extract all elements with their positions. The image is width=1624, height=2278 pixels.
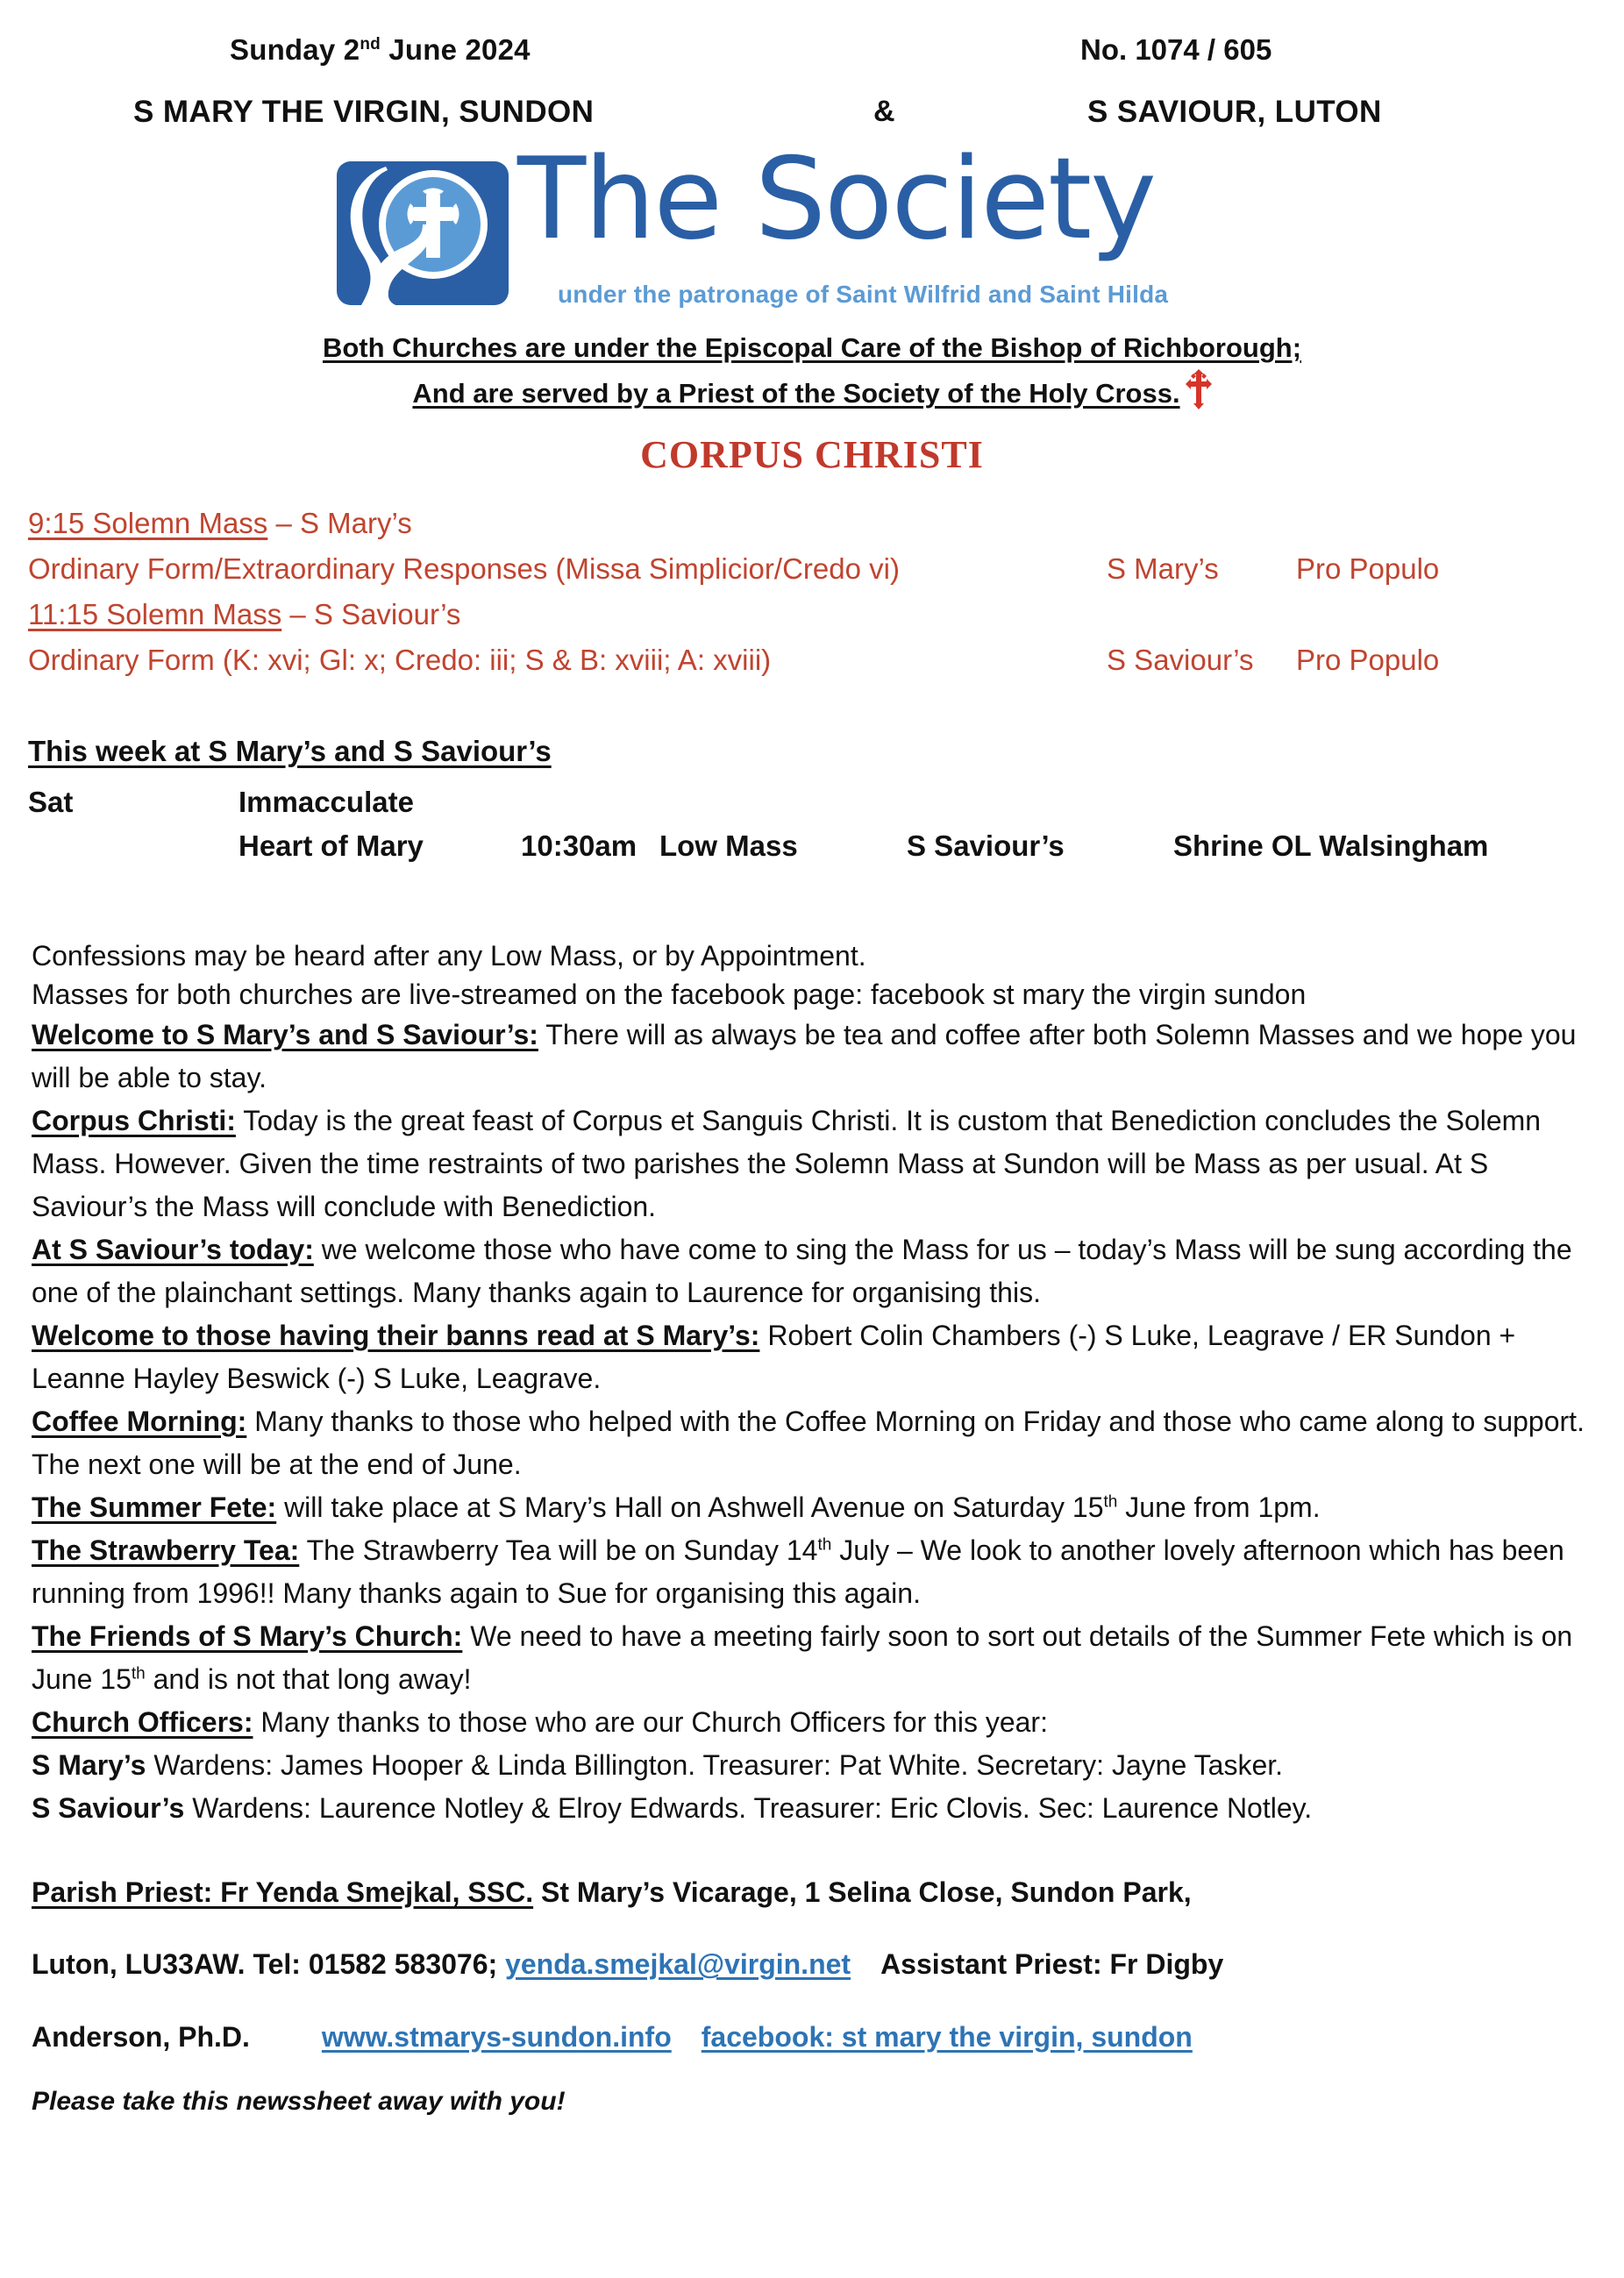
officers-row-st-saviours [32, 1787, 1598, 1830]
ampersand-separator: & [873, 95, 895, 128]
notice-strawberry-tea-ordinal: th [817, 1535, 832, 1555]
notice-summer-fete-body: will take place at S Mary’s Hall on Ashwell Avenue on Saturday 15 [276, 1491, 1104, 1523]
notice-friends-body2: and is not that long away! [145, 1662, 472, 1695]
week-place: S Saviour’s [907, 829, 1065, 863]
notice-strawberry-tea-body: The Strawberry Tea will be on Sunday 14 [299, 1534, 818, 1566]
week-intention: Shrine OL Walsingham [1173, 829, 1489, 863]
notice-banns [32, 1314, 1598, 1400]
email-link[interactable]: yenda.smejkal@virgin.net [505, 1948, 851, 1981]
notice-summer-fete-ordinal: th [1103, 1492, 1118, 1512]
notice-corpus-christi [32, 1100, 1598, 1228]
episcopal-care-text-2: And are served by a Priest of the Society of the Holy Cross. [412, 378, 1180, 409]
schedule-intention-2: Pro Populo [1296, 644, 1440, 677]
notices-section [32, 936, 1598, 1829]
officers-church-st-saviours: S Saviour’s [32, 1791, 185, 1824]
notice-coffee-morning [32, 1400, 1598, 1486]
church-name-sundon: S MARY THE VIRGIN, SUNDON [133, 95, 595, 129]
assistant-priest-name-cont: Anderson, Ph.D. [32, 2020, 250, 2053]
footer-line-2 [32, 1942, 1603, 1987]
schedule-church-1: S Mary’s [1107, 552, 1219, 586]
notice-saviours-today-body: we welcome those who have come to sing the Mass for us – today’s Mass will be sung according the one of the plainchant settings. Many thanks again to Laurence for organising this. [32, 1234, 1572, 1309]
society-wordmark: The Society [517, 134, 1155, 265]
church-name-luton: S SAVIOUR, LUTON [1087, 95, 1382, 129]
notice-saviours-today-lead: At S Saviour’s today: [32, 1234, 314, 1266]
notice-friends-ordinal: th [131, 1664, 146, 1684]
officers-detail-st-saviours: Wardens: Laurence Notley & Elroy Edwards. Treasurer: Eric Clovis. Sec: Laurence Notley. [184, 1791, 1313, 1824]
week-section [0, 689, 1624, 882]
schedule-heading-2-time: 11:15 Solemn Mass [28, 598, 282, 631]
notice-strawberry-tea-lead: The Strawberry Tea: [32, 1534, 300, 1566]
website-link[interactable]: www.stmarys-sundon.info [321, 2020, 672, 2053]
issue-date-ordinal: nd [360, 35, 381, 53]
schedule-heading-2-place: – S Saviour’s [281, 598, 461, 631]
schedule-heading-2 [28, 598, 460, 631]
newsletter-page [0, 33, 1624, 2278]
notice-corpus-christi-lead: Corpus Christi: [32, 1105, 236, 1137]
notice-welcome-lead: Welcome to S Mary’s and S Saviour’s: [32, 1019, 538, 1051]
episcopal-care-block [0, 327, 1624, 422]
notice-saviours-today [32, 1228, 1598, 1314]
week-day: Sat [28, 786, 74, 819]
society-subtitle: under the patronage of Saint Wilfrid and Saint Hilda [558, 281, 1169, 308]
notice-welcome-body: There will as always be tea and coffee after both Solemn Masses and we hope you will be able to stay. [32, 1019, 1577, 1094]
officers-church-st-marys: S Mary’s [32, 1748, 146, 1781]
issue-date-prefix: Sunday 2 [230, 33, 360, 66]
parish-priest-phone: Luton, LU33AW. Tel: 01582 583076; [32, 1948, 498, 1981]
issue-number: No. 1074 / 605 [1080, 33, 1272, 66]
schedule-heading-1 [28, 507, 412, 540]
feast-title: CORPUS CHRISTI [640, 433, 984, 477]
crozier-cross-logo-icon [335, 160, 510, 307]
week-service: Low Mass [659, 829, 798, 863]
episcopal-care-line-1 [0, 327, 1624, 369]
notice-strawberry-tea [32, 1529, 1598, 1615]
takeaway-note: Please take this newssheet away with you! [32, 2087, 566, 2117]
notice-corpus-christi-body: Today is the great feast of Corpus et Sanguis Christi. It is custom that Benediction concludes the Solemn Mass. However. Given the time restraints of two parishes the Solemn Mass at Sundon will be Mass as per usual. At S Saviour’s the Mass will conclude with Benediction. [32, 1105, 1542, 1223]
notice-summer-fete-body2: June from 1pm. [1117, 1491, 1321, 1523]
schedule-heading-1-time: 9:15 Solemn Mass [28, 507, 268, 540]
society-logo [0, 134, 1624, 318]
episcopal-care-line-2 [0, 369, 1624, 422]
issue-date [230, 33, 531, 67]
parish-priest-label: Parish Priest: Fr Yenda Smejkal, SSC. [32, 1876, 534, 1908]
notice-coffee-morning-body: Many thanks to those who helped with the Coffee Morning on Friday and those who came along to support. The next one will be at the end of June. [32, 1405, 1585, 1480]
notice-confessions: Confessions may be heard after any Low Mass, or by Appointment. [32, 940, 866, 972]
week-feast-line2: Heart of Mary [239, 829, 424, 863]
notice-banns-lead: Welcome to those having their banns read at S Mary’s: [32, 1320, 760, 1352]
header-row [0, 33, 1624, 84]
week-entry-row [0, 786, 1624, 882]
schedule-detail-row-2 [0, 644, 1624, 689]
notice-friends [32, 1615, 1598, 1701]
officers-row-st-marys [32, 1744, 1598, 1787]
notice-church-officers [32, 1701, 1598, 1744]
notice-strawberry-tea-body2: July – We look to another lovely afternoon which has been running from 1996!! Many thanks again to Sue for organising this again. [32, 1534, 1564, 1609]
schedule-intention-1: Pro Populo [1296, 552, 1440, 586]
notice-banns-body: Robert Colin Chambers (-) S Luke, Leagrave / ER Sundon + Leanne Hayley Beswick (-) S Luke, Leagrave. [32, 1320, 1516, 1395]
footer-contact [32, 1870, 1603, 2060]
week-feast-line1: Immacculate [239, 786, 414, 819]
parish-priest-address: St Mary’s Vicarage, 1 Selina Close, Sundon Park, [533, 1876, 1192, 1908]
notice-summer-fete-lead: The Summer Fete: [32, 1491, 277, 1523]
notice-church-officers-body: Many thanks to those who are our Church Officers for this year: [253, 1705, 1048, 1738]
schedule-heading-row-2 [0, 598, 1624, 644]
officers-detail-st-marys: Wardens: James Hooper & Linda Billington. Treasurer: Pat White. Secretary: Jayne Tasker. [146, 1748, 1284, 1781]
notice-friends-lead: The Friends of S Mary’s Church: [32, 1620, 463, 1652]
footer-line-1 [32, 1870, 1603, 1915]
notice-friends-body: We need to have a meeting fairly soon to sort out details of the Summer Fete which is on June 15 [32, 1620, 1573, 1695]
episcopal-care-text-1: Both Churches are under the Episcopal Care of the Bishop of Richborough; [322, 332, 1302, 363]
facebook-link[interactable]: facebook: st mary the virgin, sundon [701, 2020, 1193, 2053]
assistant-priest-label: Assistant Priest: Fr Digby [880, 1948, 1224, 1981]
mass-schedule [0, 507, 1624, 689]
notice-livestream: Masses for both churches are live-streamed on the facebook page: facebook st mary the virgin sundon [32, 979, 1307, 1011]
ssc-cross-icon [1186, 369, 1212, 422]
notice-coffee-morning-lead: Coffee Morning: [32, 1405, 247, 1437]
schedule-heading-1-place: – S Mary’s [267, 507, 412, 540]
footer-line-3 [32, 2015, 1603, 2060]
schedule-detail-row-1 [0, 552, 1624, 598]
week-section-title: This week at S Mary’s and S Saviour’s [28, 735, 552, 768]
notice-welcome [32, 1014, 1598, 1100]
schedule-church-2: S Saviour’s [1107, 644, 1254, 677]
schedule-description-1: Ordinary Form/Extraordinary Responses (Missa Simplicior/Credo vi) [28, 552, 900, 586]
issue-date-suffix: June 2024 [380, 33, 531, 66]
schedule-description-2: Ordinary Form (K: xvi; Gl: x; Credo: iii; S & B: xviii; A: xviii) [28, 644, 772, 677]
week-time: 10:30am [521, 829, 637, 863]
notice-summer-fete [32, 1486, 1598, 1529]
schedule-heading-row-1 [0, 507, 1624, 552]
notice-church-officers-lead: Church Officers: [32, 1705, 253, 1738]
